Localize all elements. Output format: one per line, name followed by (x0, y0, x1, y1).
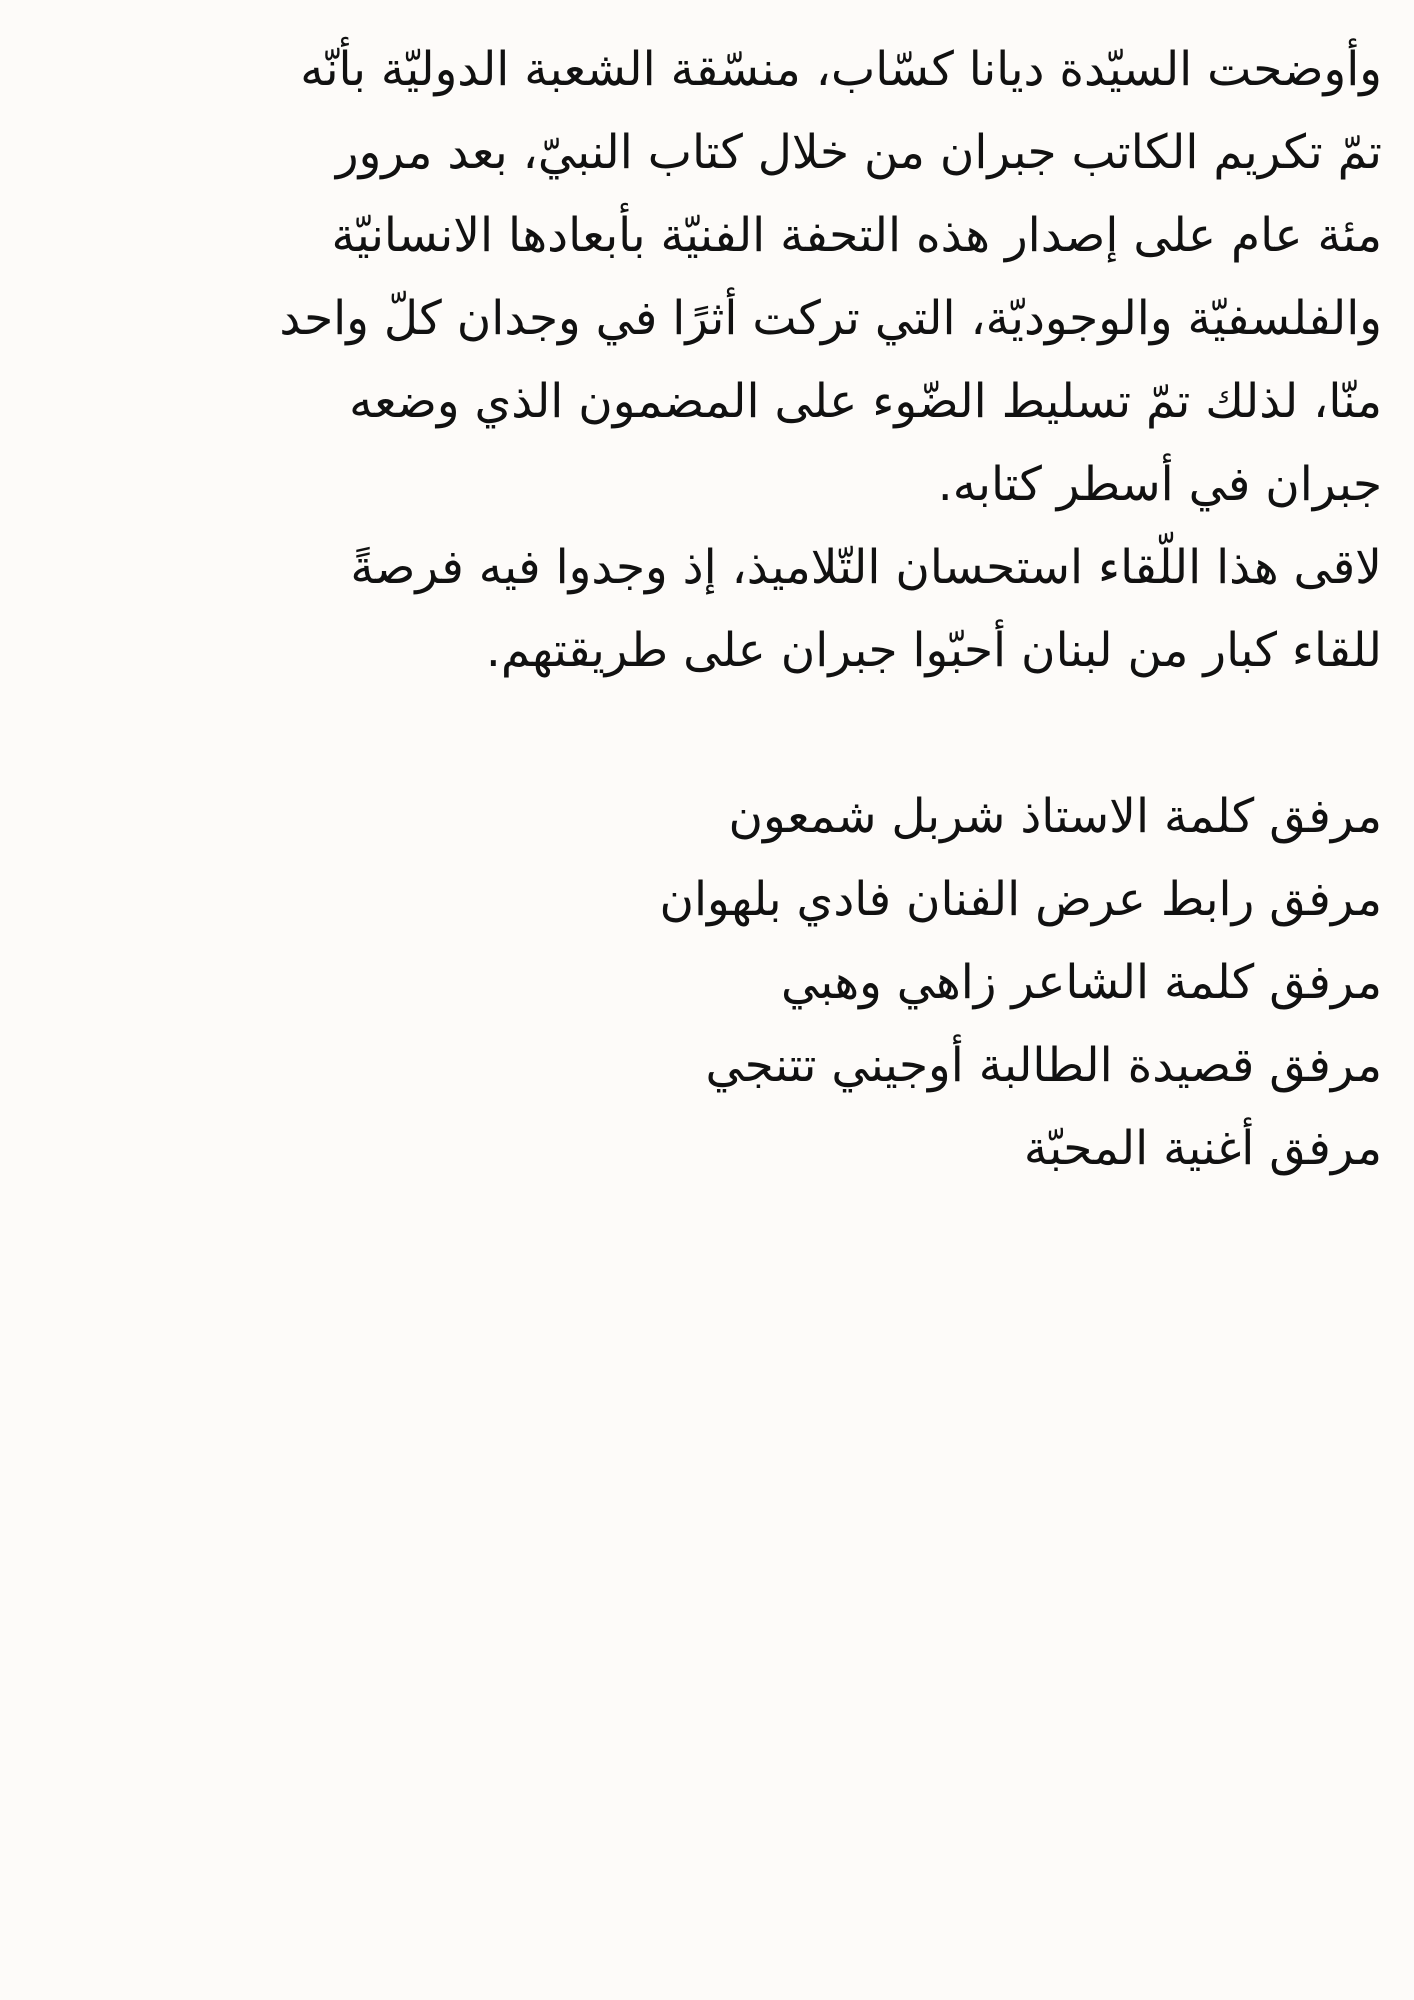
paragraph-line: والفلسفيّة والوجوديّة، التي تركت أثرًا في وجدان كلّ واحد (279, 291, 1382, 346)
paragraph-speech-summary (60, 28, 1382, 526)
attachment-item: مرفق قصيدة الطالبة أوجيني تتنجي (705, 1038, 1382, 1093)
blank-line-spacer (60, 692, 1382, 775)
paragraph-line: وأوضحت السيّدة ديانا كسّاب، منسّقة الشعبة الدوليّة بأنّه (300, 42, 1382, 97)
paragraph-line: منّا، لذلك تمّ تسليط الضّوء على المضمون الذي وضعه (349, 374, 1382, 429)
paragraph-line: مئة عام على إصدار هذه التحفة الفنيّة بأبعادها الانسانيّة (331, 208, 1382, 263)
paragraph-line: للقاء كبار من لبنان أحبّوا جبران على طريقتهم. (485, 623, 1382, 678)
document-body (60, 28, 1382, 1190)
paragraph-line: تمّ تكريم الكاتب جبران من خلال كتاب النبيّ، بعد مرور (335, 125, 1382, 180)
attachment-item: مرفق أغنية المحبّة (1023, 1121, 1382, 1176)
attachment-item: مرفق كلمة الاستاذ شربل شمعون (728, 789, 1382, 844)
paragraph-student-reaction (60, 526, 1382, 692)
attachments-list (60, 775, 1382, 1190)
paragraph-line: جبران في أسطر كتابه. (937, 457, 1382, 512)
paragraph-line: لاقى هذا اللّقاء استحسان التّلاميذ، إذ وجدوا فيه فرصةً (350, 540, 1382, 595)
attachment-item: مرفق كلمة الشاعر زاهي وهبي (781, 955, 1382, 1010)
attachment-item: مرفق رابط عرض الفنان فادي بلهوان (659, 872, 1382, 927)
